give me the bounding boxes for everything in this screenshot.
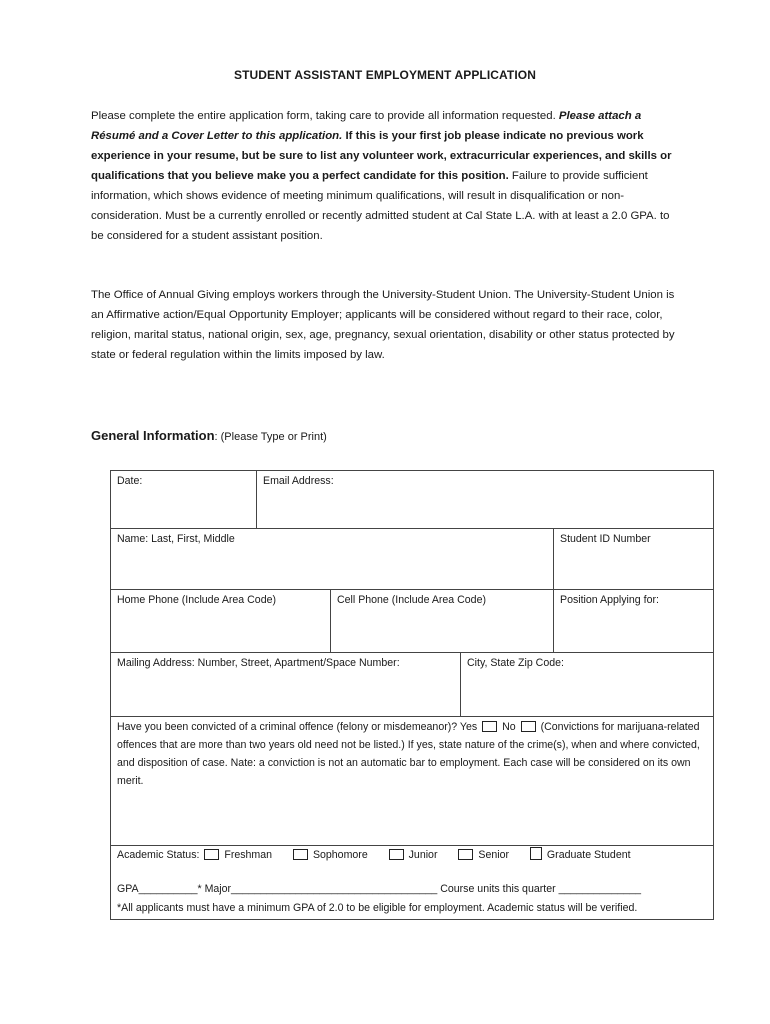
conviction-no-checkbox[interactable] bbox=[521, 721, 536, 732]
application-form bbox=[110, 470, 714, 920]
first-job-note: If this is your first job please indicate no previous work experience in your resume, but be sure to list any volunteer work, extracurricular experiences, and skills or qualifications that you believe make you a perfect candidate for this position. bbox=[91, 130, 672, 182]
city-state-zip-label: City, State Zip Code: bbox=[467, 657, 564, 669]
conviction-details: (Convictions for marijuana-related offences that are more than two years old need not be listed.) If yes, state nature of the crime(s), when and where convicted, and disposition of case. Nate: a conviction is not an automatic bar to employment. Each case will be considered on its own merit. bbox=[117, 721, 700, 787]
mailing-address-label: Mailing Address: Number, Street, Apartment/Space Number: bbox=[117, 657, 400, 669]
general-info-heading bbox=[91, 428, 327, 443]
academic-status-row bbox=[117, 847, 631, 861]
conviction-question: Have you been convicted of a criminal offence (felony or misdemeanor)? Yes bbox=[117, 721, 478, 733]
home-phone-field[interactable] bbox=[111, 590, 331, 653]
email-label: Email Address: bbox=[263, 475, 334, 487]
date-field[interactable] bbox=[111, 471, 257, 529]
sophomore-label: Sophomore bbox=[312, 849, 368, 861]
position-label: Position Applying for: bbox=[560, 594, 659, 606]
cell-phone-field[interactable] bbox=[331, 590, 554, 653]
conviction-section bbox=[111, 717, 713, 846]
mailing-address-field[interactable] bbox=[111, 653, 461, 717]
position-field[interactable] bbox=[554, 590, 713, 653]
date-label: Date: bbox=[117, 475, 143, 487]
home-phone-label: Home Phone (Include Area Code) bbox=[117, 594, 276, 606]
graduate-student-label: Graduate Student bbox=[546, 849, 631, 861]
sophomore-checkbox[interactable] bbox=[293, 849, 308, 860]
email-field[interactable] bbox=[257, 471, 713, 529]
freshman-checkbox[interactable] bbox=[204, 849, 219, 860]
junior-checkbox[interactable] bbox=[389, 849, 404, 860]
cell-phone-label: Cell Phone (Include Area Code) bbox=[337, 594, 486, 606]
conviction-no-label: No bbox=[502, 721, 516, 733]
city-state-zip-field[interactable] bbox=[461, 653, 713, 717]
page-title: STUDENT ASSISTANT EMPLOYMENT APPLICATION bbox=[233, 68, 536, 82]
general-info-title: General Information bbox=[91, 428, 215, 443]
name-field[interactable] bbox=[111, 529, 554, 590]
instructions-text-1: Please complete the entire application form, taking care to provide all information requested. bbox=[91, 110, 559, 122]
senior-label: Senior bbox=[478, 849, 510, 861]
senior-checkbox[interactable] bbox=[458, 849, 473, 860]
graduate-student-checkbox[interactable] bbox=[530, 847, 542, 860]
junior-label: Junior bbox=[408, 849, 438, 861]
eeo-paragraph: The Office of Annual Giving employs workers through the University-Student Union. The University-Student Union is an Affirmative action/Equal Opportunity Employer; applicants will be considered without regard to their race, color, religion, marital status, national origin, sex, age, pregnancy, sexual orientation, disability or other status protected by state or federal regulation within the limits imposed by law. bbox=[91, 289, 675, 361]
gpa-major-units-line[interactable]: GPA__________* Major___________________________________ Course units this quarter ______________ bbox=[117, 883, 642, 895]
conviction-yes-checkbox[interactable] bbox=[482, 721, 497, 732]
freshman-label: Freshman bbox=[224, 849, 273, 861]
name-label: Name: Last, First, Middle bbox=[117, 533, 235, 545]
student-id-field[interactable] bbox=[554, 529, 713, 590]
general-info-note: : (Please Type or Print) bbox=[214, 431, 327, 443]
academic-status-label: Academic Status: bbox=[117, 849, 200, 861]
qualification-note: Failure to provide sufficient information, which shows evidence of meeting minimum qualifications, will result in disqualification or non-consideration. Must be a currently enrolled or recently admitted student at Cal State L.A. with at least a 2.0 GPA. to be considered for a student assistant position. bbox=[91, 170, 670, 242]
gpa-requirement-note: *All applicants must have a minimum GPA of 2.0 to be eligible for employment. Academic status will be verified. bbox=[117, 902, 638, 914]
attach-resume-note: Please attach a Résumé and a Cover Letter to this application. bbox=[91, 110, 642, 142]
instructions-paragraph bbox=[91, 106, 676, 246]
student-id-label: Student ID Number bbox=[560, 533, 651, 545]
